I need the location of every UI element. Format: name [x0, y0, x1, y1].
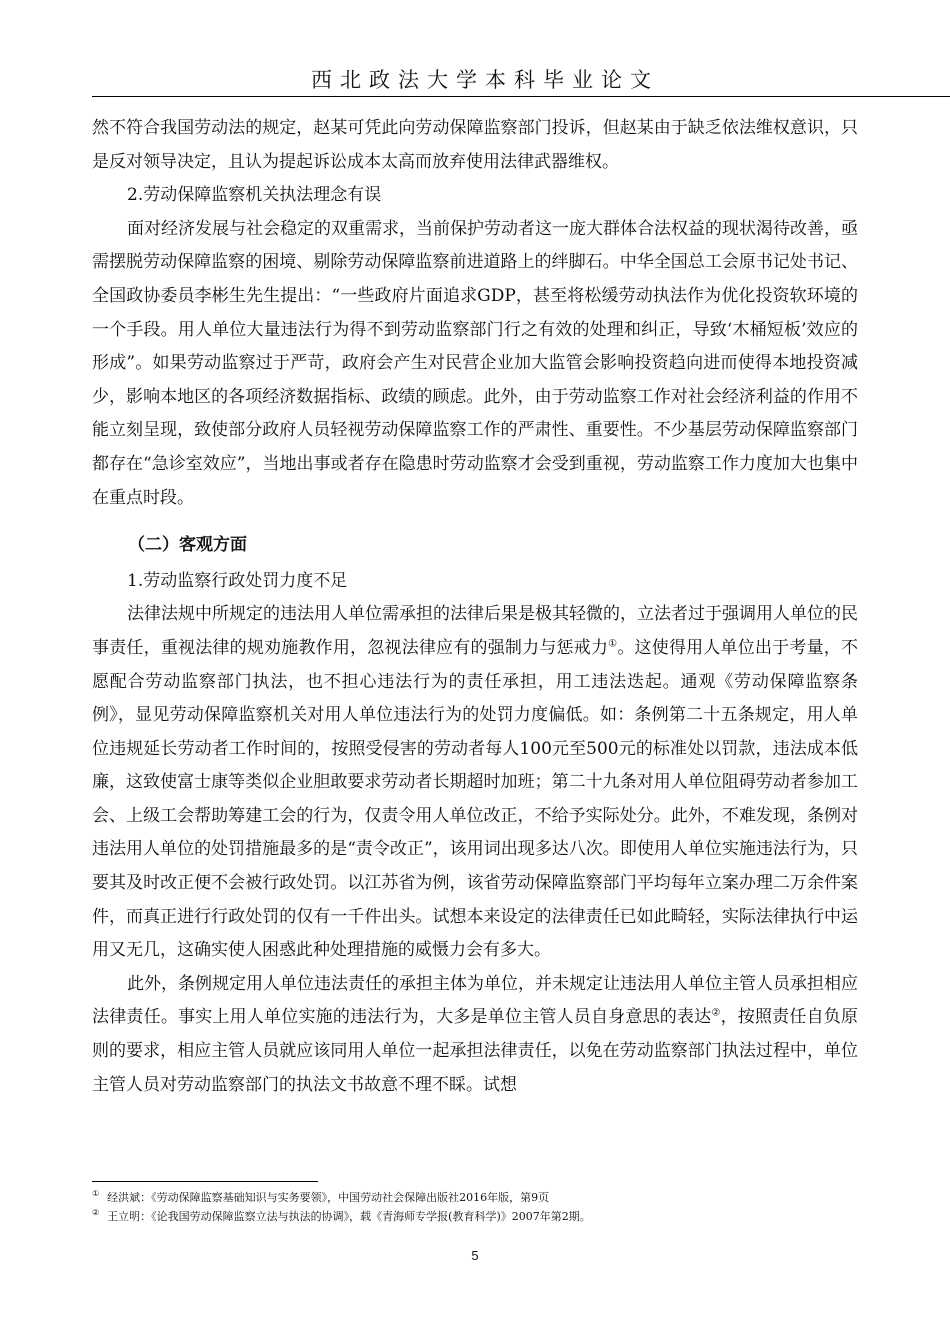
footnote-mark: ① [92, 1189, 100, 1199]
paragraph-liability-part1: 此外，条例规定用人单位违法责任的承担主体为单位，并未规定让违法用人单位主管人员承担相应法律责任。事实上用人单位实施的违法行为，大多是单位主管人员自身意思的表达 [92, 973, 858, 1028]
header-title: 西北政法大学本科毕业论文 [311, 68, 659, 92]
footnote-rule [92, 1181, 318, 1182]
paragraph-penalty [92, 598, 858, 968]
footnote-ref-2[interactable]: ② [711, 1007, 721, 1019]
subheading-2: 2.劳动保障监察机关执法理念有误 [127, 185, 382, 206]
paragraph-liability-part2: ，按照责任自负原则的要求，相应主管人员就应该同用人单位一起承担法律责任，以免在劳动监察部门执法过程中，单位主管人员对劳动监察部门的执法文书故意不理不睬。试想 [92, 1007, 858, 1095]
header-rule [92, 96, 950, 97]
footnotes [92, 1188, 872, 1226]
paragraph-penalty-part1: 法律法规中所规定的违法用人单位需承担的法律后果是极其轻微的，立法者过于强调用人单位的民事责任，重视法律的规劝施教作用，忽视法律应有的强制力与惩戒力 [92, 604, 858, 658]
footnote-mark: ② [92, 1208, 100, 1218]
footnote-text: 王立明：《论我国劳动保障监察立法与执法的协调》，载《青海师专学报(教育科学)》2007年第2期。 [107, 1210, 591, 1223]
paragraph-continued: 然不符合我国劳动法的规定，赵某可凭此向劳动保障监察部门投诉，但赵某由于缺乏依法维权意识，只是反对领导决定，且认为提起诉讼成本太高而放弃使用法律武器维权。 [92, 118, 858, 172]
paragraph-liability [92, 968, 858, 1102]
page-number: 5 [471, 1248, 479, 1263]
footnote-text: 经洪斌：《劳动保障监察基础知识与实务要领》，中国劳动社会保障出版社2016年版，第9页 [107, 1191, 550, 1204]
footnote-1 [92, 1188, 872, 1207]
paragraph-enforcement-concept: 面对经济发展与社会稳定的双重需求，当前保护劳动者这一庞大群体合法权益的现状渴待改善，亟需摆脱劳动保障监察的困境、剔除劳动保障监察前进道路上的绊脚石。中华全国总工会原书记处书记、全国政协委员李彬生先生提出：“一些政府片面追求GDP，甚至将松缓劳动执法作为优化投资软环境的一个手段。用人单位大量违法行为得不到劳动监察部门行之有效的处理和纠正，导致‘木桶短板’效应的形成”。如果劳动监察过于严苛，政府会产生对民营企业加大监管会影响投资趋向进而使得本地投资减少，影响本地区的各项经济数据指标、政绩的顾虑。此外，由于劳动监察工作对社会经济利益的作用不能立刻呈现，致使部分政府人员轻视劳动保障监察工作的严肃性、重要性。不少基层劳动保障监察部门都存在“急诊室效应”，当地出事或者存在隐患时劳动监察才会受到重视，劳动监察工作力度加大也集中在重点时段。 [92, 218, 858, 508]
footnote-ref-1[interactable]: ① [608, 638, 618, 650]
paragraph-penalty-part2: 。这使得用人单位出于考量，不愿配合劳动监察部门执法，也不担心违法行为的责任承担，用工违法迭起。通观《劳动保障监察条例》，显见劳动保障监察机关对用人单位违法行为的处罚力度偏低。如：条例第二十五条规定，用人单位违规延长劳动者工作时间的，按照受侵害的劳动者每人100元至500元的标准处以罚款，违法成本低廉，这致使富士康等类似企业胆敢要求劳动者长期超时加班；第二十九条对用人单位阻碍劳动者参加工会、上级工会帮助筹建工会的行为，仅责令用人单位改正，不给予实际处分。此外，不难发现，条例对违法用人单位的处罚措施最多的是“责令改正”，该用词出现多达八次。即使用人单位实施违法行为，只要其及时改正便不会被行政处罚。以江苏省为例，该省劳动保障监察部门平均每年立案办理二万余件案件，而真正进行行政处罚的仅有一千件出头。试想本来设定的法律责任已如此畸轻，实际法律执行中运用又无几，这确实使人困惑此种处理措施的威慑力会有多大。 [92, 637, 858, 961]
subheading-1: 1.劳动监察行政处罚力度不足 [127, 570, 348, 591]
section-heading-objective: （二）客观方面 [128, 535, 247, 556]
body-text [92, 112, 858, 1102]
footnote-2 [92, 1207, 872, 1226]
